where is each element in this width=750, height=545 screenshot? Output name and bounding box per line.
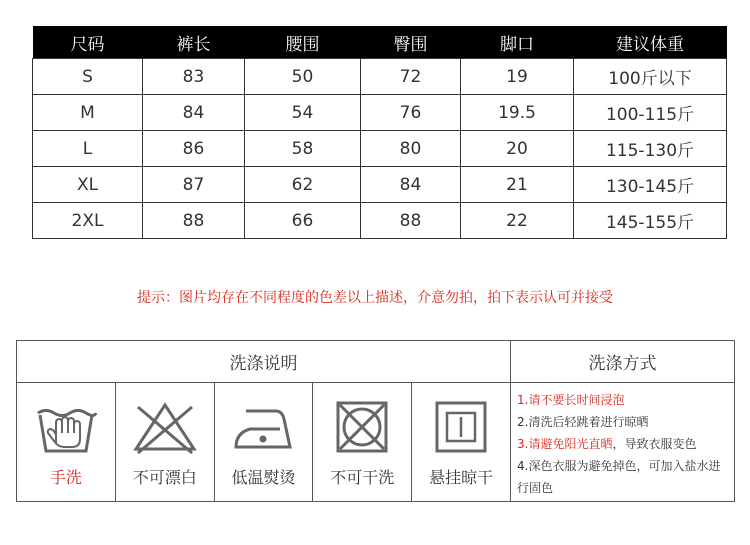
cell-size: XL (33, 167, 143, 203)
cell-hip: 80 (361, 131, 461, 167)
care-method-1 (517, 389, 732, 411)
size-table (32, 26, 727, 239)
cell-size: 2XL (33, 203, 143, 239)
cell-weight: 145-155斤 (574, 203, 727, 239)
care-instructions-title: 洗涤说明 (17, 341, 511, 383)
cell-length: 84 (143, 95, 245, 131)
header-size: 尺码 (33, 26, 143, 59)
cell-length: 88 (143, 203, 245, 239)
cell-leg-opening: 19 (461, 59, 574, 95)
cell-weight: 100-115斤 (574, 95, 727, 131)
care-method-1-text: 1.请不要长时间浸泡 (517, 393, 625, 407)
care-instructions-table (16, 340, 735, 502)
cell-leg-opening: 20 (461, 131, 574, 167)
care-symbols (17, 383, 511, 501)
cell-weight: 100斤以下 (574, 59, 727, 95)
care-label: 悬挂晾干 (429, 468, 494, 487)
cell-leg-opening: 19.5 (461, 95, 574, 131)
care-item-no-bleach (116, 383, 215, 501)
cell-size: M (33, 95, 143, 131)
no-bleach-icon (132, 399, 198, 455)
table-row (33, 95, 727, 131)
cell-hip: 72 (361, 59, 461, 95)
cell-leg-opening: 22 (461, 203, 574, 239)
size-table-header (33, 26, 727, 59)
cell-waist: 54 (245, 95, 361, 131)
header-weight: 建议体重 (574, 26, 727, 59)
care-method-4: 4.深色衣服为避免掉色，可加入盐水进行固色 (517, 459, 721, 495)
cell-length: 86 (143, 131, 245, 167)
cell-hip: 84 (361, 167, 461, 203)
care-label: 低温熨烫 (231, 468, 296, 487)
low-iron-icon (230, 399, 296, 455)
care-item-no-dry-clean (313, 383, 412, 501)
cell-leg-opening: 21 (461, 167, 574, 203)
table-row (33, 167, 727, 203)
cell-weight: 130-145斤 (574, 167, 727, 203)
table-row (33, 203, 727, 239)
no-dry-clean-icon (332, 399, 392, 455)
cell-length: 87 (143, 167, 245, 203)
table-row (33, 131, 727, 167)
hang-dry-icon (431, 399, 491, 455)
cell-waist: 58 (245, 131, 361, 167)
care-method-list (517, 389, 732, 499)
header-length: 裤长 (143, 26, 245, 59)
care-method-2: 2.清洗后轻跳着进行晾晒 (517, 415, 649, 429)
color-difference-notice: 提示：图片均存在不同程度的色差以上描述，介意勿拍，拍下表示认可并接受 (137, 290, 613, 306)
table-row (33, 59, 727, 95)
care-label: 不可干洗 (330, 468, 395, 487)
care-item-low-iron (215, 383, 314, 501)
care-label: 不可漂白 (132, 468, 197, 487)
cell-size: S (33, 59, 143, 95)
cell-weight: 115-130斤 (574, 131, 727, 167)
care-method-3-warning: 3.请避免阳光直晒 (517, 437, 613, 451)
header-waist: 腰围 (245, 26, 361, 59)
cell-waist: 50 (245, 59, 361, 95)
care-item-hand-wash (17, 383, 116, 501)
hand-wash-icon (34, 399, 98, 455)
care-method-title: 洗涤方式 (511, 341, 734, 383)
header-leg-opening: 脚口 (461, 26, 574, 59)
cell-waist: 66 (245, 203, 361, 239)
care-method-3-rest: ，导致衣服变色 (612, 437, 697, 451)
header-hip: 臀围 (361, 26, 461, 59)
cell-hip: 76 (361, 95, 461, 131)
care-method-3 (517, 433, 732, 455)
cell-size: L (33, 131, 143, 167)
cell-length: 83 (143, 59, 245, 95)
care-item-hang-dry (412, 383, 511, 501)
care-label: 手洗 (49, 468, 82, 487)
cell-waist: 62 (245, 167, 361, 203)
cell-hip: 88 (361, 203, 461, 239)
